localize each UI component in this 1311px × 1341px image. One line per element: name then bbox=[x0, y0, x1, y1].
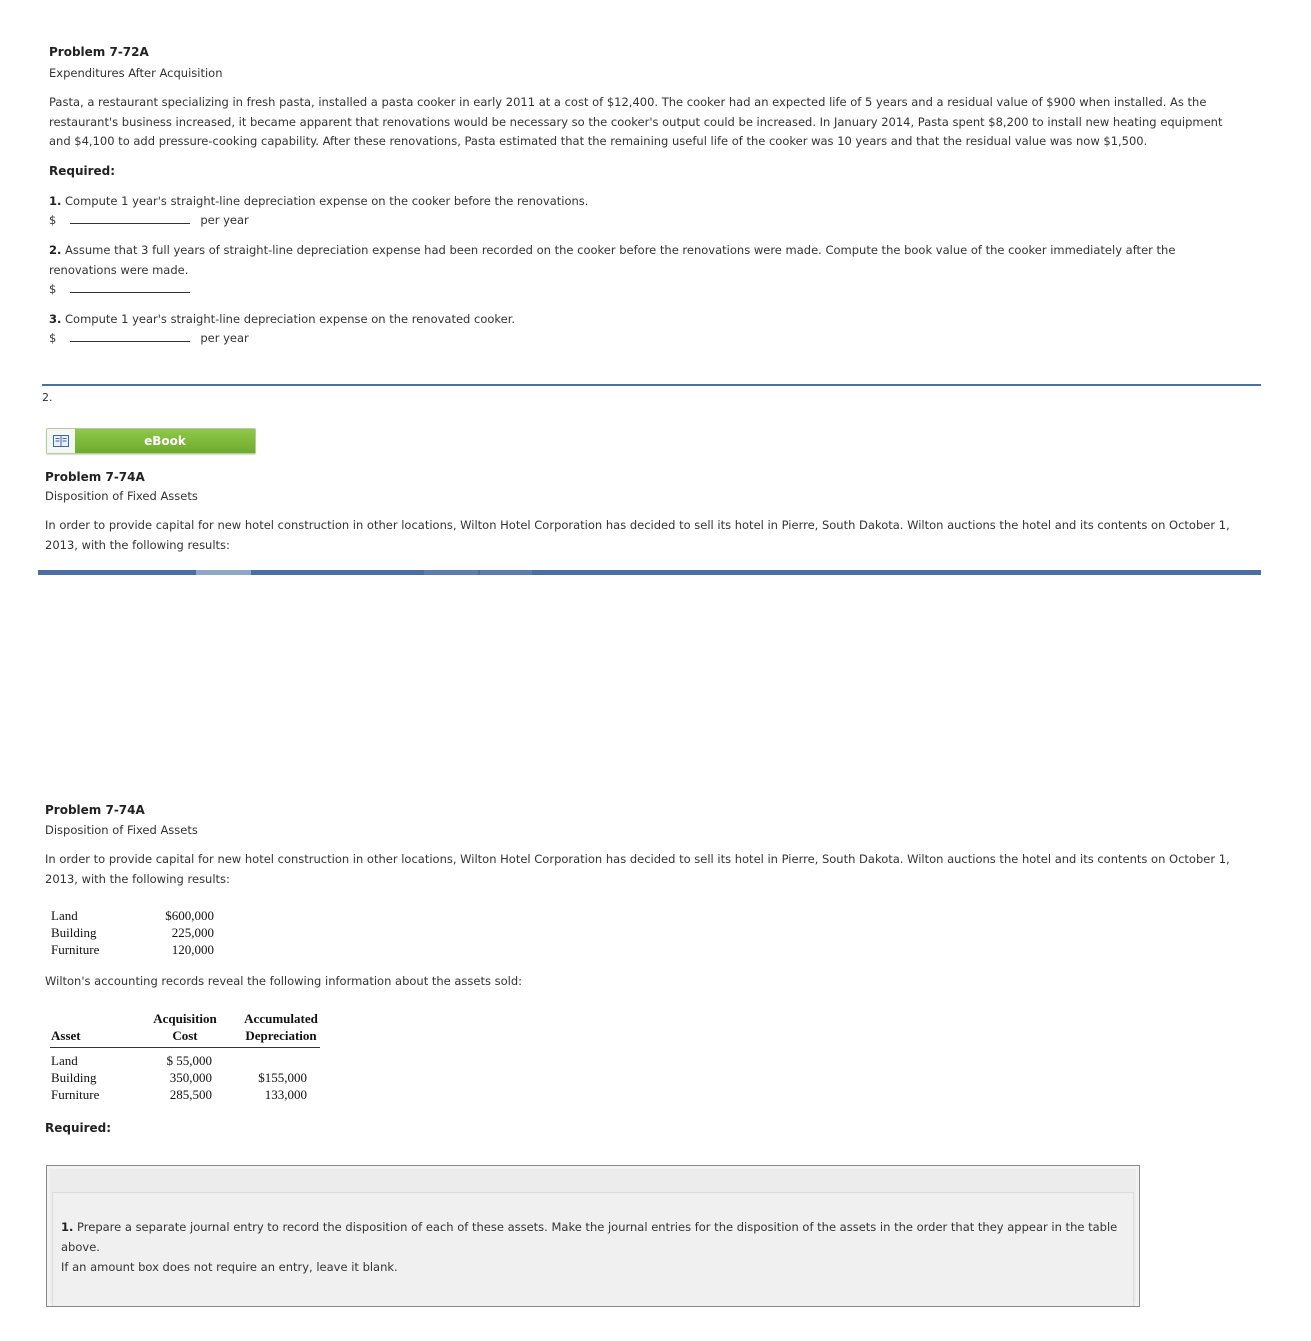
unit-suffix: per year bbox=[200, 213, 249, 227]
asset-records-table bbox=[49, 1011, 321, 1111]
ebook-label: eBook bbox=[75, 429, 255, 453]
question-number: 3. bbox=[49, 312, 62, 326]
cut-bar-segment bbox=[196, 570, 251, 575]
header-cost-line2: Cost bbox=[172, 1028, 198, 1043]
answer-input-2[interactable] bbox=[70, 280, 190, 293]
book-icon bbox=[47, 429, 75, 453]
ebook-button[interactable] bbox=[46, 428, 256, 454]
answer-row-1 bbox=[49, 211, 249, 231]
auction-amount: 120,000 bbox=[171, 942, 214, 957]
currency-prefix: $ bbox=[49, 331, 57, 345]
header-accum-line2: Depreciation bbox=[245, 1028, 317, 1043]
problem1-required-label: Required: bbox=[49, 164, 116, 178]
problem2-required-label: Required: bbox=[45, 1121, 112, 1135]
header-cost-line1: Acquisition bbox=[153, 1011, 217, 1026]
unit-suffix: per year bbox=[200, 331, 249, 345]
problem1-subtitle: Expenditures After Acquisition bbox=[49, 66, 223, 80]
problem2-preview-subtitle: Disposition of Fixed Assets bbox=[45, 489, 198, 503]
row-cost: 285,500 bbox=[169, 1087, 212, 1102]
answer-row-3 bbox=[49, 329, 249, 349]
row-accum: 133,000 bbox=[264, 1087, 307, 1102]
problem2-preview-title: Problem 7-74A bbox=[45, 470, 145, 484]
auction-row bbox=[49, 924, 214, 941]
auction-row bbox=[49, 941, 214, 958]
problem2-preview-description: In order to provide capital for new hotel construction in other locations, Wilton Hotel Corporation has decided to sell its hotel in Pierre, South Dakota. Wilton auctions the hotel and its contents on October 1, 2013, with the following results: bbox=[45, 518, 1230, 552]
auction-amount: 225,000 bbox=[171, 925, 214, 940]
currency-prefix: $ bbox=[49, 213, 57, 227]
header-underline bbox=[50, 1047, 320, 1048]
row-asset: Furniture bbox=[51, 1087, 100, 1102]
question-text: Compute 1 year's straight-line depreciation expense on the cooker before the renovations. bbox=[65, 194, 589, 208]
row-asset: Building bbox=[51, 1070, 97, 1085]
instruction-text: Prepare a separate journal entry to record the disposition of each of these assets. Make the journal entries for the disposition of the assets in the order that they appear in the table above. bbox=[61, 1220, 1118, 1254]
question-number: 2. bbox=[49, 243, 62, 257]
row-asset: Land bbox=[51, 1053, 78, 1068]
journal-entry-panel-body bbox=[52, 1192, 1134, 1306]
instruction-note: If an amount box does not require an entry, leave it blank. bbox=[61, 1260, 398, 1274]
question-3 bbox=[49, 310, 515, 330]
question-divider bbox=[42, 384, 1261, 386]
question-2 bbox=[49, 241, 1244, 280]
answer-input-1[interactable] bbox=[70, 211, 190, 224]
row-cost: $ 55,000 bbox=[166, 1053, 212, 1068]
journal-instructions bbox=[61, 1217, 1123, 1277]
question-text: Assume that 3 full years of straight-line depreciation expense had been recorded on the cooker before the renovations were made. Compute the book value of the cooker immediately after the renovations were made. bbox=[49, 243, 1176, 277]
auction-asset: Furniture bbox=[51, 942, 100, 957]
row-accum: $155,000 bbox=[258, 1070, 307, 1085]
auction-amount: $600,000 bbox=[165, 908, 214, 923]
question-number: 1. bbox=[49, 194, 62, 208]
answer-row-2 bbox=[49, 280, 200, 300]
answer-input-3[interactable] bbox=[70, 329, 190, 342]
cut-bar-segment bbox=[424, 570, 478, 575]
auction-results-table bbox=[49, 907, 214, 958]
currency-prefix: $ bbox=[49, 282, 57, 296]
cut-bar-segment bbox=[480, 570, 532, 575]
problem1-description: Pasta, a restaurant specializing in fresh pasta, installed a pasta cooker in early 2011 at a cost of $12,400. The cooker had an expected life of 5 years and a residual value of $900 when installed. As the restaurant's business increased, it became apparent that renovations would be necessary so the cooker's output could be increased. In January 2014, Pasta spent $8,200 to install new heating equipment and $4,100 to add pressure-cooking capability. After these renovations, Pasta estimated that the remaining useful life of the cooker was 10 years and that the residual value was now $1,500. bbox=[49, 95, 1223, 148]
instruction-number: 1. bbox=[61, 1220, 74, 1234]
auction-asset: Building bbox=[51, 925, 97, 940]
problem2-title: Problem 7-74A bbox=[45, 803, 145, 817]
header-asset: Asset bbox=[51, 1028, 81, 1043]
journal-entry-panel bbox=[46, 1165, 1140, 1307]
problem2-subtitle: Disposition of Fixed Assets bbox=[45, 823, 198, 837]
auction-asset: Land bbox=[51, 908, 78, 923]
header-accum-line1: Accumulated bbox=[244, 1011, 318, 1026]
records-text: Wilton's accounting records reveal the following information about the assets sold: bbox=[45, 974, 523, 988]
question-number-label: 2. bbox=[42, 391, 53, 404]
auction-row bbox=[49, 907, 214, 924]
question-1 bbox=[49, 192, 588, 212]
problem2-description: In order to provide capital for new hotel construction in other locations, Wilton Hotel Corporation has decided to sell its hotel in Pierre, South Dakota. Wilton auctions the hotel and its contents on October 1, 2013, with the following results: bbox=[45, 852, 1230, 886]
question-text: Compute 1 year's straight-line depreciation expense on the renovated cooker. bbox=[65, 312, 516, 326]
problem1-title: Problem 7-72A bbox=[49, 45, 149, 59]
row-cost: 350,000 bbox=[169, 1070, 212, 1085]
